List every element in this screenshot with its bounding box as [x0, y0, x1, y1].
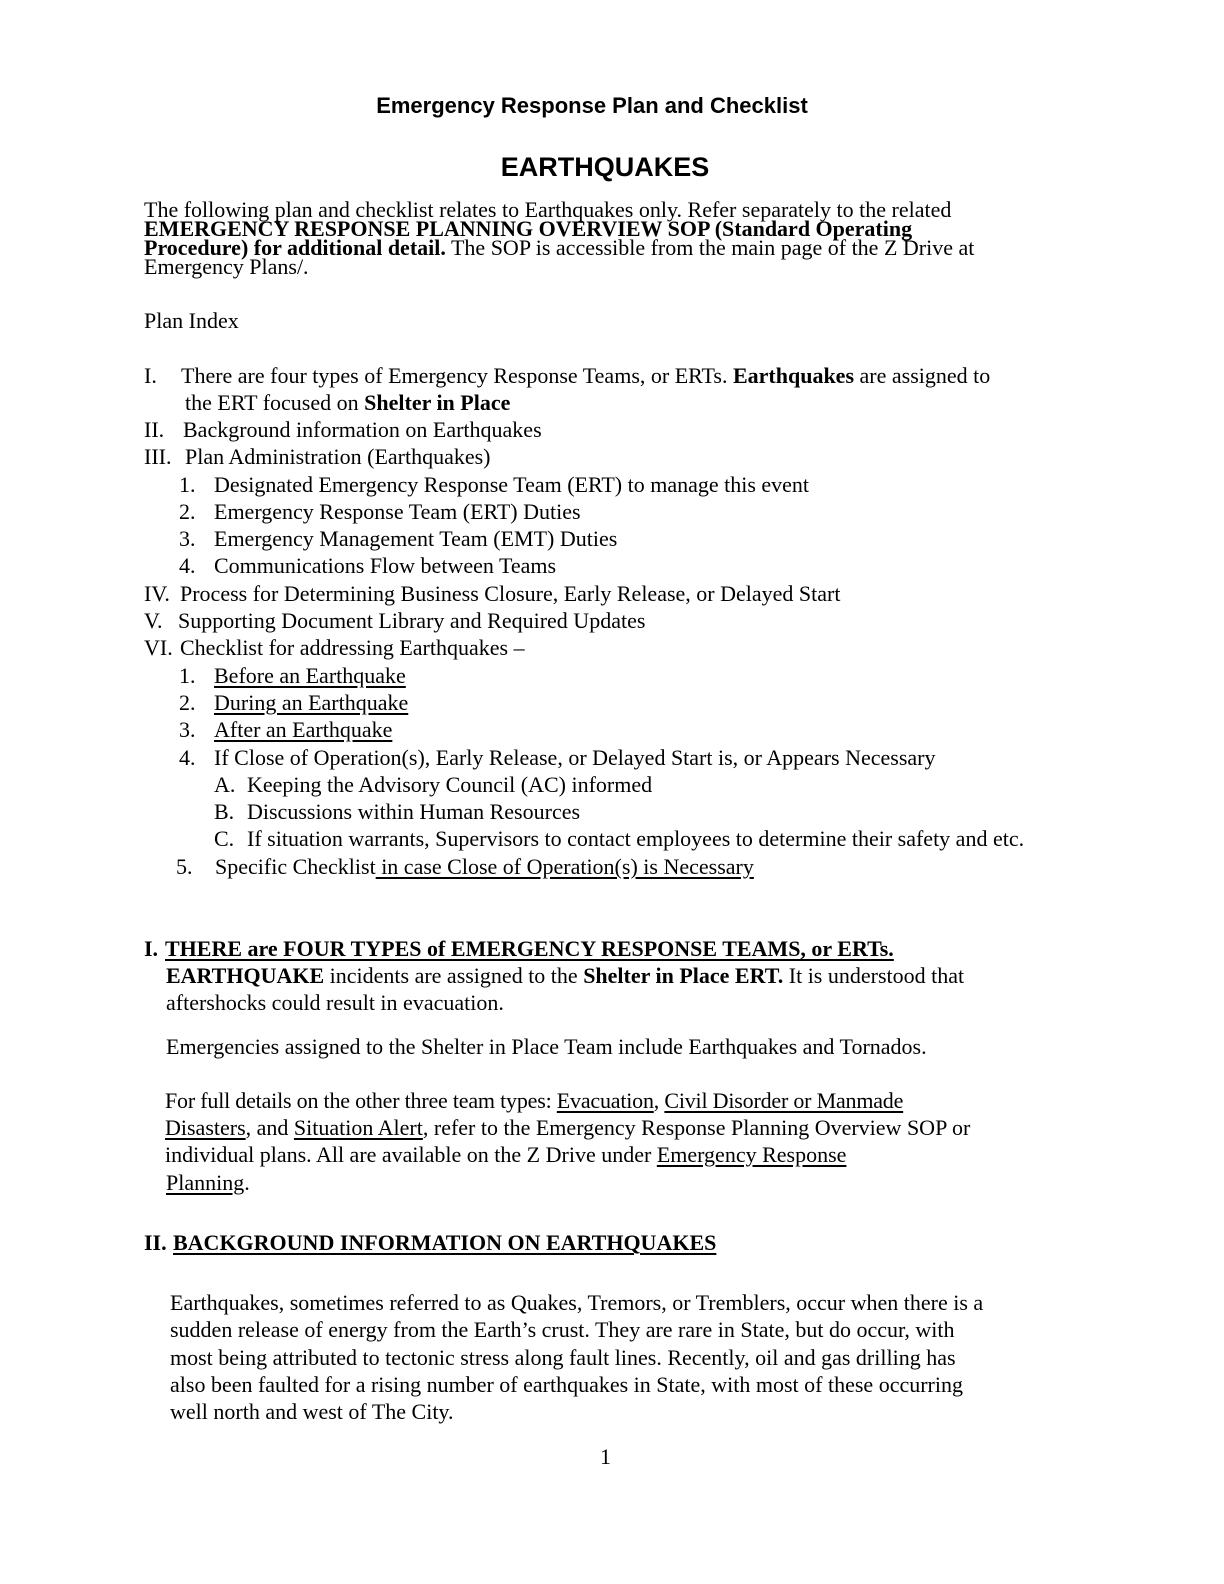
- link-during-earthquake[interactable]: During an Earthquake: [214, 690, 409, 715]
- section-II-line: well north and west of The City.: [170, 1399, 454, 1424]
- p3-comma: ,: [653, 1088, 665, 1113]
- link-situation-alert[interactable]: Situation Alert: [293, 1115, 423, 1140]
- p3-text-c: individual plans. All are available on the Z Drive under: [165, 1142, 657, 1167]
- index-VI-lettered-letter: C.: [214, 826, 235, 851]
- index-item-I-numeral: I.: [144, 363, 157, 388]
- link-after-earthquake[interactable]: After an Earthquake: [214, 717, 393, 742]
- section-II-line: most being attributed to tectonic stress along fault lines. Recently, oil and gas drilling has: [170, 1345, 956, 1370]
- section-II-numeral: II.: [144, 1230, 167, 1255]
- section-I-heading: THERE are FOUR TYPES of EMERGENCY RESPONSE TEAMS, or ERTs.: [165, 936, 894, 961]
- intro-line-2: EMERGENCY RESPONSE PLANNING OVERVIEW SOP (Standard Operating: [144, 216, 913, 241]
- section-I-p3-line2: [165, 1114, 970, 1141]
- index-III-sub-num: 4.: [179, 553, 196, 578]
- index-VI-sub-num: 3.: [179, 717, 196, 742]
- index-III-sub-item: Emergency Management Team (EMT) Duties: [214, 526, 618, 551]
- index-VI-sub-item: If Close of Operation(s), Early Release, or Delayed Start is, or Appears Necessary: [214, 745, 936, 770]
- intro-line-1: The following plan and checklist relates to Earthquakes only. Refer separately to the related: [144, 197, 952, 222]
- index-item-III-numeral: III.: [144, 444, 172, 469]
- index-item-I-text: There are four types of Emergency Response Teams, or ERTs.: [181, 363, 733, 388]
- intro-sop-text: The SOP is accessible from the main page of the Z Drive at: [445, 235, 975, 260]
- index-item-I-text-b: are assigned to: [854, 363, 991, 388]
- index-item-V-numeral: V.: [144, 608, 163, 633]
- section-I-p1-line1: [166, 962, 964, 989]
- section-I-p2: Emergencies assigned to the Shelter in Place Team include Earthquakes and Tornados.: [166, 1034, 927, 1059]
- section-II-line: Earthquakes, sometimes referred to as Quakes, Tremors, or Tremblers, occur when there is a: [170, 1290, 984, 1315]
- index-III-sub-num: 3.: [179, 526, 196, 551]
- link-evacuation[interactable]: Evacuation: [556, 1088, 654, 1113]
- index-III-sub-item: Designated Emergency Response Team (ERT) to manage this event: [214, 472, 810, 497]
- index-item-I-line1: [181, 362, 990, 389]
- section-I-p3-line3: [165, 1141, 846, 1168]
- index-item-I-bold: Earthquakes: [732, 363, 855, 388]
- section-I-p1-line2: aftershocks could result in evacuation.: [166, 990, 504, 1015]
- index-VI-lettered-item: Discussions within Human Resources: [247, 799, 581, 824]
- link-civil-disorder[interactable]: Civil Disorder or Manmade: [664, 1088, 904, 1113]
- section-II-line: also been faulted for a rising number of earthquakes in State, with most of these occurring: [170, 1372, 963, 1397]
- index-item-V: Supporting Document Library and Required Updates: [178, 608, 646, 633]
- link-civil-disorder-cont[interactable]: Disasters: [165, 1115, 246, 1140]
- index-item-II: Background information on Earthquakes: [183, 417, 542, 442]
- plan-index-heading: Plan Index: [144, 308, 239, 333]
- index-VI-item5-num: 5.: [176, 854, 193, 879]
- index-item-I-line2: [185, 389, 510, 416]
- p3-text-b: , refer to the Emergency Response Planning Overview SOP or: [422, 1115, 971, 1140]
- section-I-numeral: I.: [144, 936, 159, 961]
- link-before-earthquake[interactable]: Before an Earthquake: [214, 663, 406, 688]
- index-VI-sub-num: 4.: [179, 745, 196, 770]
- earthquake-bold: EARTHQUAKE: [166, 963, 325, 988]
- link-emergency-response-planning[interactable]: Emergency Response: [656, 1142, 847, 1167]
- section-I-text: incidents are assigned to the: [324, 963, 584, 988]
- index-item-I-bold-b: Shelter in Place: [364, 390, 511, 415]
- index-III-sub-item: Communications Flow between Teams: [214, 553, 557, 578]
- section-II-heading: BACKGROUND INFORMATION ON EARTHQUAKES: [173, 1230, 717, 1255]
- link-close-of-operations[interactable]: in case Close of Operation(s) is Necessary: [375, 854, 754, 879]
- plan-title: Emergency Response Plan and Checklist: [376, 93, 808, 118]
- item5-text: Specific Checklist: [215, 854, 376, 879]
- link-emergency-response-planning-cont[interactable]: Planning: [166, 1170, 245, 1195]
- p3-end: .: [244, 1170, 250, 1195]
- index-item-II-numeral: II.: [144, 417, 165, 442]
- index-item-III: Plan Administration (Earthquakes): [185, 444, 491, 469]
- p3-text: For full details on the other three team types:: [165, 1088, 557, 1113]
- intro-line-4: Emergency Plans/.: [144, 254, 309, 279]
- p3-and: , and: [245, 1115, 294, 1140]
- index-III-sub-num: 1.: [179, 472, 196, 497]
- index-item-VI-numeral: VI.: [144, 635, 173, 660]
- intro-sop-bold: Procedure) for additional detail.: [144, 235, 446, 260]
- index-VI-lettered-item: If situation warrants, Supervisors to contact employees to determine their safety and etc.: [247, 826, 1025, 851]
- section-I-p3-line1: [165, 1087, 903, 1114]
- index-item-I-text-c: the ERT focused on: [185, 390, 365, 415]
- page-number: 1: [600, 1444, 611, 1469]
- index-III-sub-num: 2.: [179, 499, 196, 524]
- section-I-text-b: It is understood that: [783, 963, 965, 988]
- section-I-p3-line4: [166, 1169, 250, 1196]
- shelter-ert-bold: Shelter in Place ERT.: [583, 963, 784, 988]
- index-VI-sub-num: 1.: [179, 663, 196, 688]
- index-item-IV-numeral: IV.: [144, 581, 170, 606]
- index-VI-lettered-letter: B.: [214, 799, 235, 824]
- index-VI-lettered-letter: A.: [214, 772, 236, 797]
- index-VI-sub-num: 2.: [179, 690, 196, 715]
- index-VI-lettered-item: Keeping the Advisory Council (AC) informed: [247, 772, 653, 797]
- index-item-VI: Checklist for addressing Earthquakes –: [180, 635, 525, 660]
- section-II-line: sudden release of energy from the Earth’s crust. They are rare in State, but do occur, with: [170, 1317, 955, 1342]
- index-VI-item5: [215, 853, 754, 880]
- index-item-IV: Process for Determining Business Closure, Early Release, or Delayed Start: [180, 581, 841, 606]
- subject-title: EARTHQUAKES: [500, 152, 710, 182]
- index-III-sub-item: Emergency Response Team (ERT) Duties: [214, 499, 581, 524]
